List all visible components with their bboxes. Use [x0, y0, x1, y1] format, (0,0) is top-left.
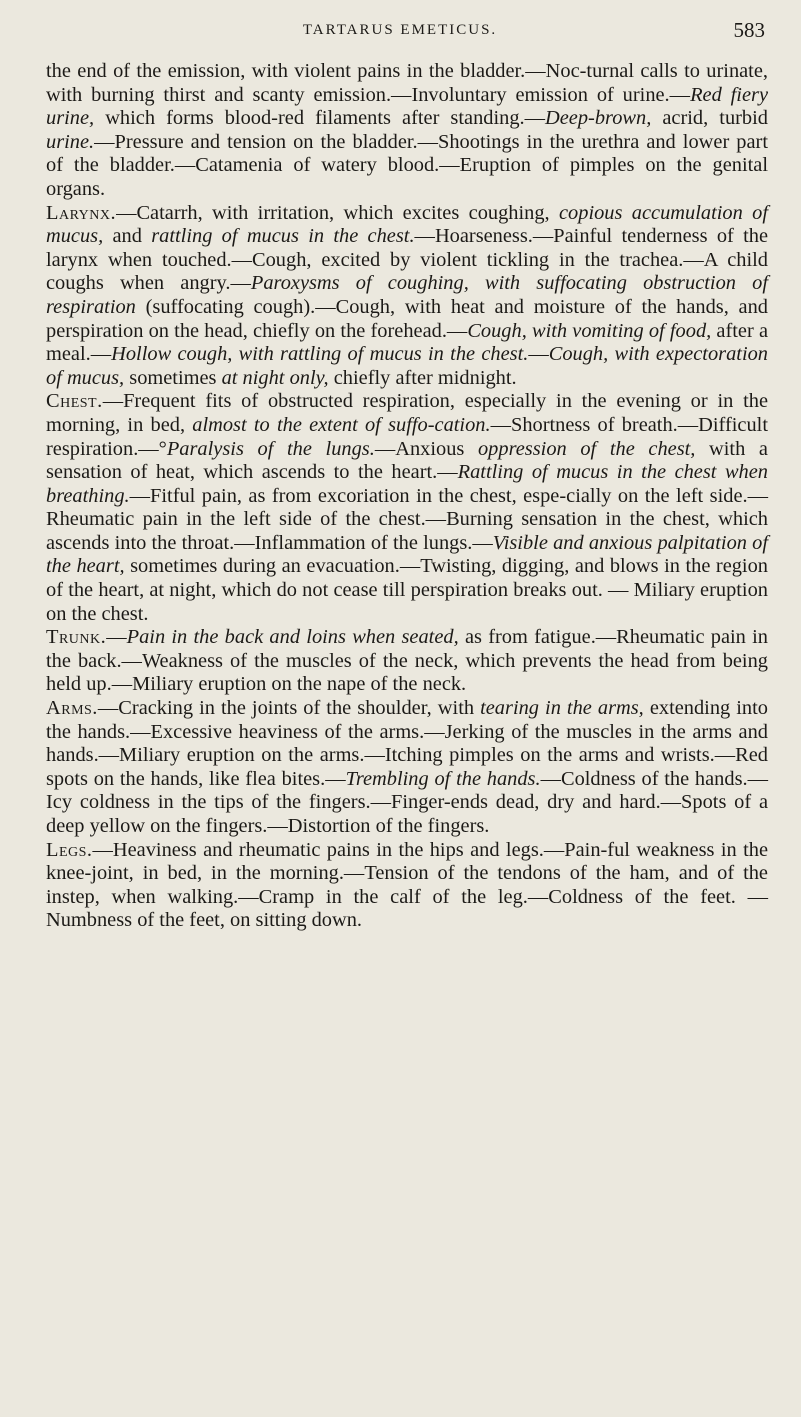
- section-paragraph: [46, 60, 768, 202]
- section-paragraph: [46, 839, 768, 933]
- text-run: sometimes: [124, 366, 222, 389]
- symptom-text: [46, 60, 768, 933]
- italic-symptom: Hollow cough, with rattling of mucus in the chest.: [111, 343, 529, 366]
- italic-symptom: Visible and anxious palpitation of the heart,: [46, 531, 769, 578]
- section-paragraph: [46, 202, 768, 391]
- italic-symptom: Paroxysms of coughing, with suffocating obstruction of respiration: [46, 272, 768, 318]
- text-run: —Pressure and tension on the bladder.—Shootings in the urethra and lower part of the bladder.—Catamenia of watery blood.—Eruption of pimples on the genital organs.: [46, 130, 768, 200]
- text-run: and: [103, 225, 152, 248]
- section-heading: Legs.: [46, 838, 93, 861]
- text-run: which forms blood-red filaments after standing.—: [94, 107, 546, 130]
- text-run: the end of the emission, with violent pains in the bladder.—Noc-turnal calls to urinate, with burning thirst and scanty emission.—Involuntary emission of urine.—: [46, 60, 768, 106]
- page-number: 583: [733, 18, 765, 42]
- section-paragraph: [46, 390, 768, 626]
- text-run: as from fatigue.—Rheumatic pain in the back.—Weakness of the muscles of the neck, which prevents the head from being held up.—Miliary eruption on the nape of the neck.: [46, 626, 768, 696]
- italic-symptom: Cough, with expectoration of mucus,: [46, 343, 768, 389]
- italic-symptom: Pain in the back and loins when seated,: [126, 626, 459, 649]
- text-run: —: [106, 626, 127, 649]
- italic-symptom: oppression of the chest,: [477, 437, 696, 460]
- text-run: —Frequent fits of obstructed respiration, especially in the evening or in the morning, in bed,: [46, 390, 768, 436]
- italic-symptom: Trembling of the hands.: [345, 767, 541, 790]
- text-run: —Cracking in the joints of the shoulder, with: [97, 697, 481, 720]
- section-heading: Trunk.: [46, 626, 107, 649]
- section-paragraph: [46, 626, 768, 697]
- text-run: acrid, turbid: [651, 107, 768, 130]
- italic-symptom: Deep-brown,: [545, 107, 652, 130]
- text-run: —: [528, 343, 549, 366]
- text-run: —Fitful pain, as from excoriation in the chest, espe-cially on the left side.—Rheumatic pain in the left side of the chest.—Burning sensation in the chest, which ascends into the throat.—Inflammation of the lungs.—: [46, 484, 768, 554]
- text-run: —Shortness of breath.—Difficult respiration.—°: [46, 413, 768, 460]
- text-run: after a meal.—: [46, 319, 769, 366]
- running-title: TARTARUS EMETICUS.: [302, 22, 498, 38]
- text-run: chiefly after midnight.: [328, 366, 517, 389]
- text-run: —Hoarseness.—Painful tenderness of the larynx when touched.—Cough, excited by violent tickling in the trachea.—A child coughs when angry.—: [46, 225, 768, 295]
- text-run: (suffocating cough).—Cough, with heat and moisture of the hands, and perspiration on the head, chiefly on the forehead.—: [46, 295, 768, 342]
- text-run: sometimes during an evacuation.—Twisting, digging, and blows in the region of the heart, at night, which do not cease till perspiration breaks out. — Miliary eruption on the chest.: [46, 555, 768, 625]
- italic-symptom: Paralysis of the lungs.: [166, 437, 375, 460]
- section-heading: Larynx.: [46, 201, 117, 224]
- italic-symptom: at night only,: [221, 366, 329, 389]
- text-run: —Anxious: [374, 437, 478, 460]
- italic-symptom: Cough, with vomiting of food,: [467, 319, 712, 342]
- italic-symptom: almost to the extent of suffo-cation.: [192, 413, 491, 436]
- italic-symptom: rattling of mucus in the chest.: [151, 225, 415, 248]
- italic-symptom: urine.: [46, 130, 95, 153]
- italic-symptom: Red fiery urine,: [46, 83, 768, 130]
- section-heading: Arms.: [46, 697, 98, 720]
- text-run: extending into the hands.—Excessive heaviness of the arms.—Jerking of the muscles in the arms and hands.—Miliary eruption on the arms.—Itching pimples on the arms and wrists.—Red spots on the hands, like flea bites.—: [46, 697, 768, 790]
- italic-symptom: Rattling of mucus in the chest when breathing.: [46, 461, 768, 507]
- section-heading: Chest.: [46, 390, 103, 413]
- text-run: —Catarrh, with irritation, which excites coughing,: [116, 201, 559, 224]
- section-paragraph: [46, 697, 768, 839]
- italic-symptom: copious accumulation of mucus,: [46, 201, 769, 248]
- text-run: —Heaviness and rheumatic pains in the hips and legs.—Pain-ful weakness in the knee-joint, in bed, in the morning.—Tension of the tendons of the ham, and of the instep, when walking.—Cramp in the calf of the leg.—Coldness of the feet. —Numbness of the feet, on sitting down.: [46, 838, 768, 932]
- text-run: —Coldness of the hands.—Icy coldness in the tips of the fingers.—Finger-ends dead, dry and hard.—Spots of a deep yellow on the fingers.—Distortion of the fingers.: [46, 767, 768, 837]
- text-run: with a sensation of heat, which ascends to the heart.—: [46, 437, 768, 484]
- italic-symptom: tearing in the arms,: [480, 697, 644, 720]
